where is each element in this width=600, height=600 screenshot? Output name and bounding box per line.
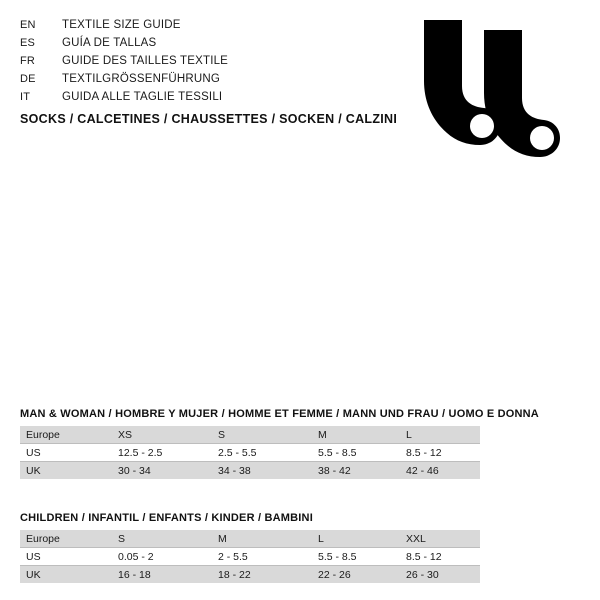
table-cell: 16 - 18 — [112, 566, 212, 584]
table-cell: S — [212, 426, 312, 444]
socks-illustration — [410, 18, 570, 173]
table-cell: UK — [20, 462, 112, 480]
language-list — [20, 16, 360, 106]
table-row — [20, 548, 480, 566]
language-label: TEXTILGRÖSSENFÜHRUNG — [62, 73, 220, 85]
table-cell: 5.5 - 8.5 — [312, 444, 400, 462]
language-row — [20, 52, 360, 70]
size-table-adults — [20, 408, 580, 479]
language-label: TEXTILE SIZE GUIDE — [62, 19, 181, 31]
table-title: CHILDREN / INFANTIL / ENFANTS / KINDER / BAMBINI — [20, 512, 313, 524]
table-cell: US — [20, 548, 112, 566]
table-cell: L — [312, 530, 400, 548]
table-cell: 5.5 - 8.5 — [312, 548, 400, 566]
language-code: DE — [20, 73, 36, 85]
table-cell: UK — [20, 566, 112, 584]
table-cell: 26 - 30 — [400, 566, 480, 584]
table-row — [20, 566, 480, 584]
table-cell: 12.5 - 2.5 — [112, 444, 212, 462]
language-code: IT — [20, 91, 31, 103]
table-cell: S — [112, 530, 212, 548]
table-cell: 34 - 38 — [212, 462, 312, 480]
language-row — [20, 16, 360, 34]
table-cell: 8.5 - 12 — [400, 444, 480, 462]
adults-table — [20, 426, 480, 479]
table-cell: M — [312, 426, 400, 444]
language-code: FR — [20, 55, 36, 67]
table-cell: 42 - 46 — [400, 462, 480, 480]
table-cell: M — [212, 530, 312, 548]
table-cell: 22 - 26 — [312, 566, 400, 584]
language-label: GUÍA DE TALLAS — [62, 37, 157, 49]
table-title: MAN & WOMAN / HOMBRE Y MUJER / HOMME ET FEMME / MANN UND FRAU / UOMO E DONNA — [20, 408, 539, 420]
language-row — [20, 34, 360, 52]
language-code: EN — [20, 19, 36, 31]
table-row — [20, 426, 480, 444]
table-cell: 2 - 5.5 — [212, 548, 312, 566]
language-row — [20, 88, 360, 106]
table-cell: 8.5 - 12 — [400, 548, 480, 566]
table-cell: Europe — [20, 426, 112, 444]
table-cell: XS — [112, 426, 212, 444]
table-cell: 2.5 - 5.5 — [212, 444, 312, 462]
language-code: ES — [20, 37, 36, 49]
table-cell: XXL — [400, 530, 480, 548]
language-label: GUIDE DES TAILLES TEXTILE — [62, 55, 229, 67]
size-table-children — [20, 512, 580, 583]
table-row — [20, 530, 480, 548]
table-cell: 0.05 - 2 — [112, 548, 212, 566]
language-label: GUIDA ALLE TAGLIE TESSILI — [62, 91, 223, 103]
table-cell: Europe — [20, 530, 112, 548]
table-row — [20, 462, 480, 480]
table-cell: US — [20, 444, 112, 462]
table-cell: L — [400, 426, 480, 444]
children-table — [20, 530, 480, 583]
table-cell: 30 - 34 — [112, 462, 212, 480]
product-title: SOCKS / CALCETINES / CHAUSSETTES / SOCKEN / CALZINI — [20, 112, 398, 126]
table-cell: 18 - 22 — [212, 566, 312, 584]
table-row — [20, 444, 480, 462]
language-row — [20, 70, 360, 88]
table-cell: 38 - 42 — [312, 462, 400, 480]
